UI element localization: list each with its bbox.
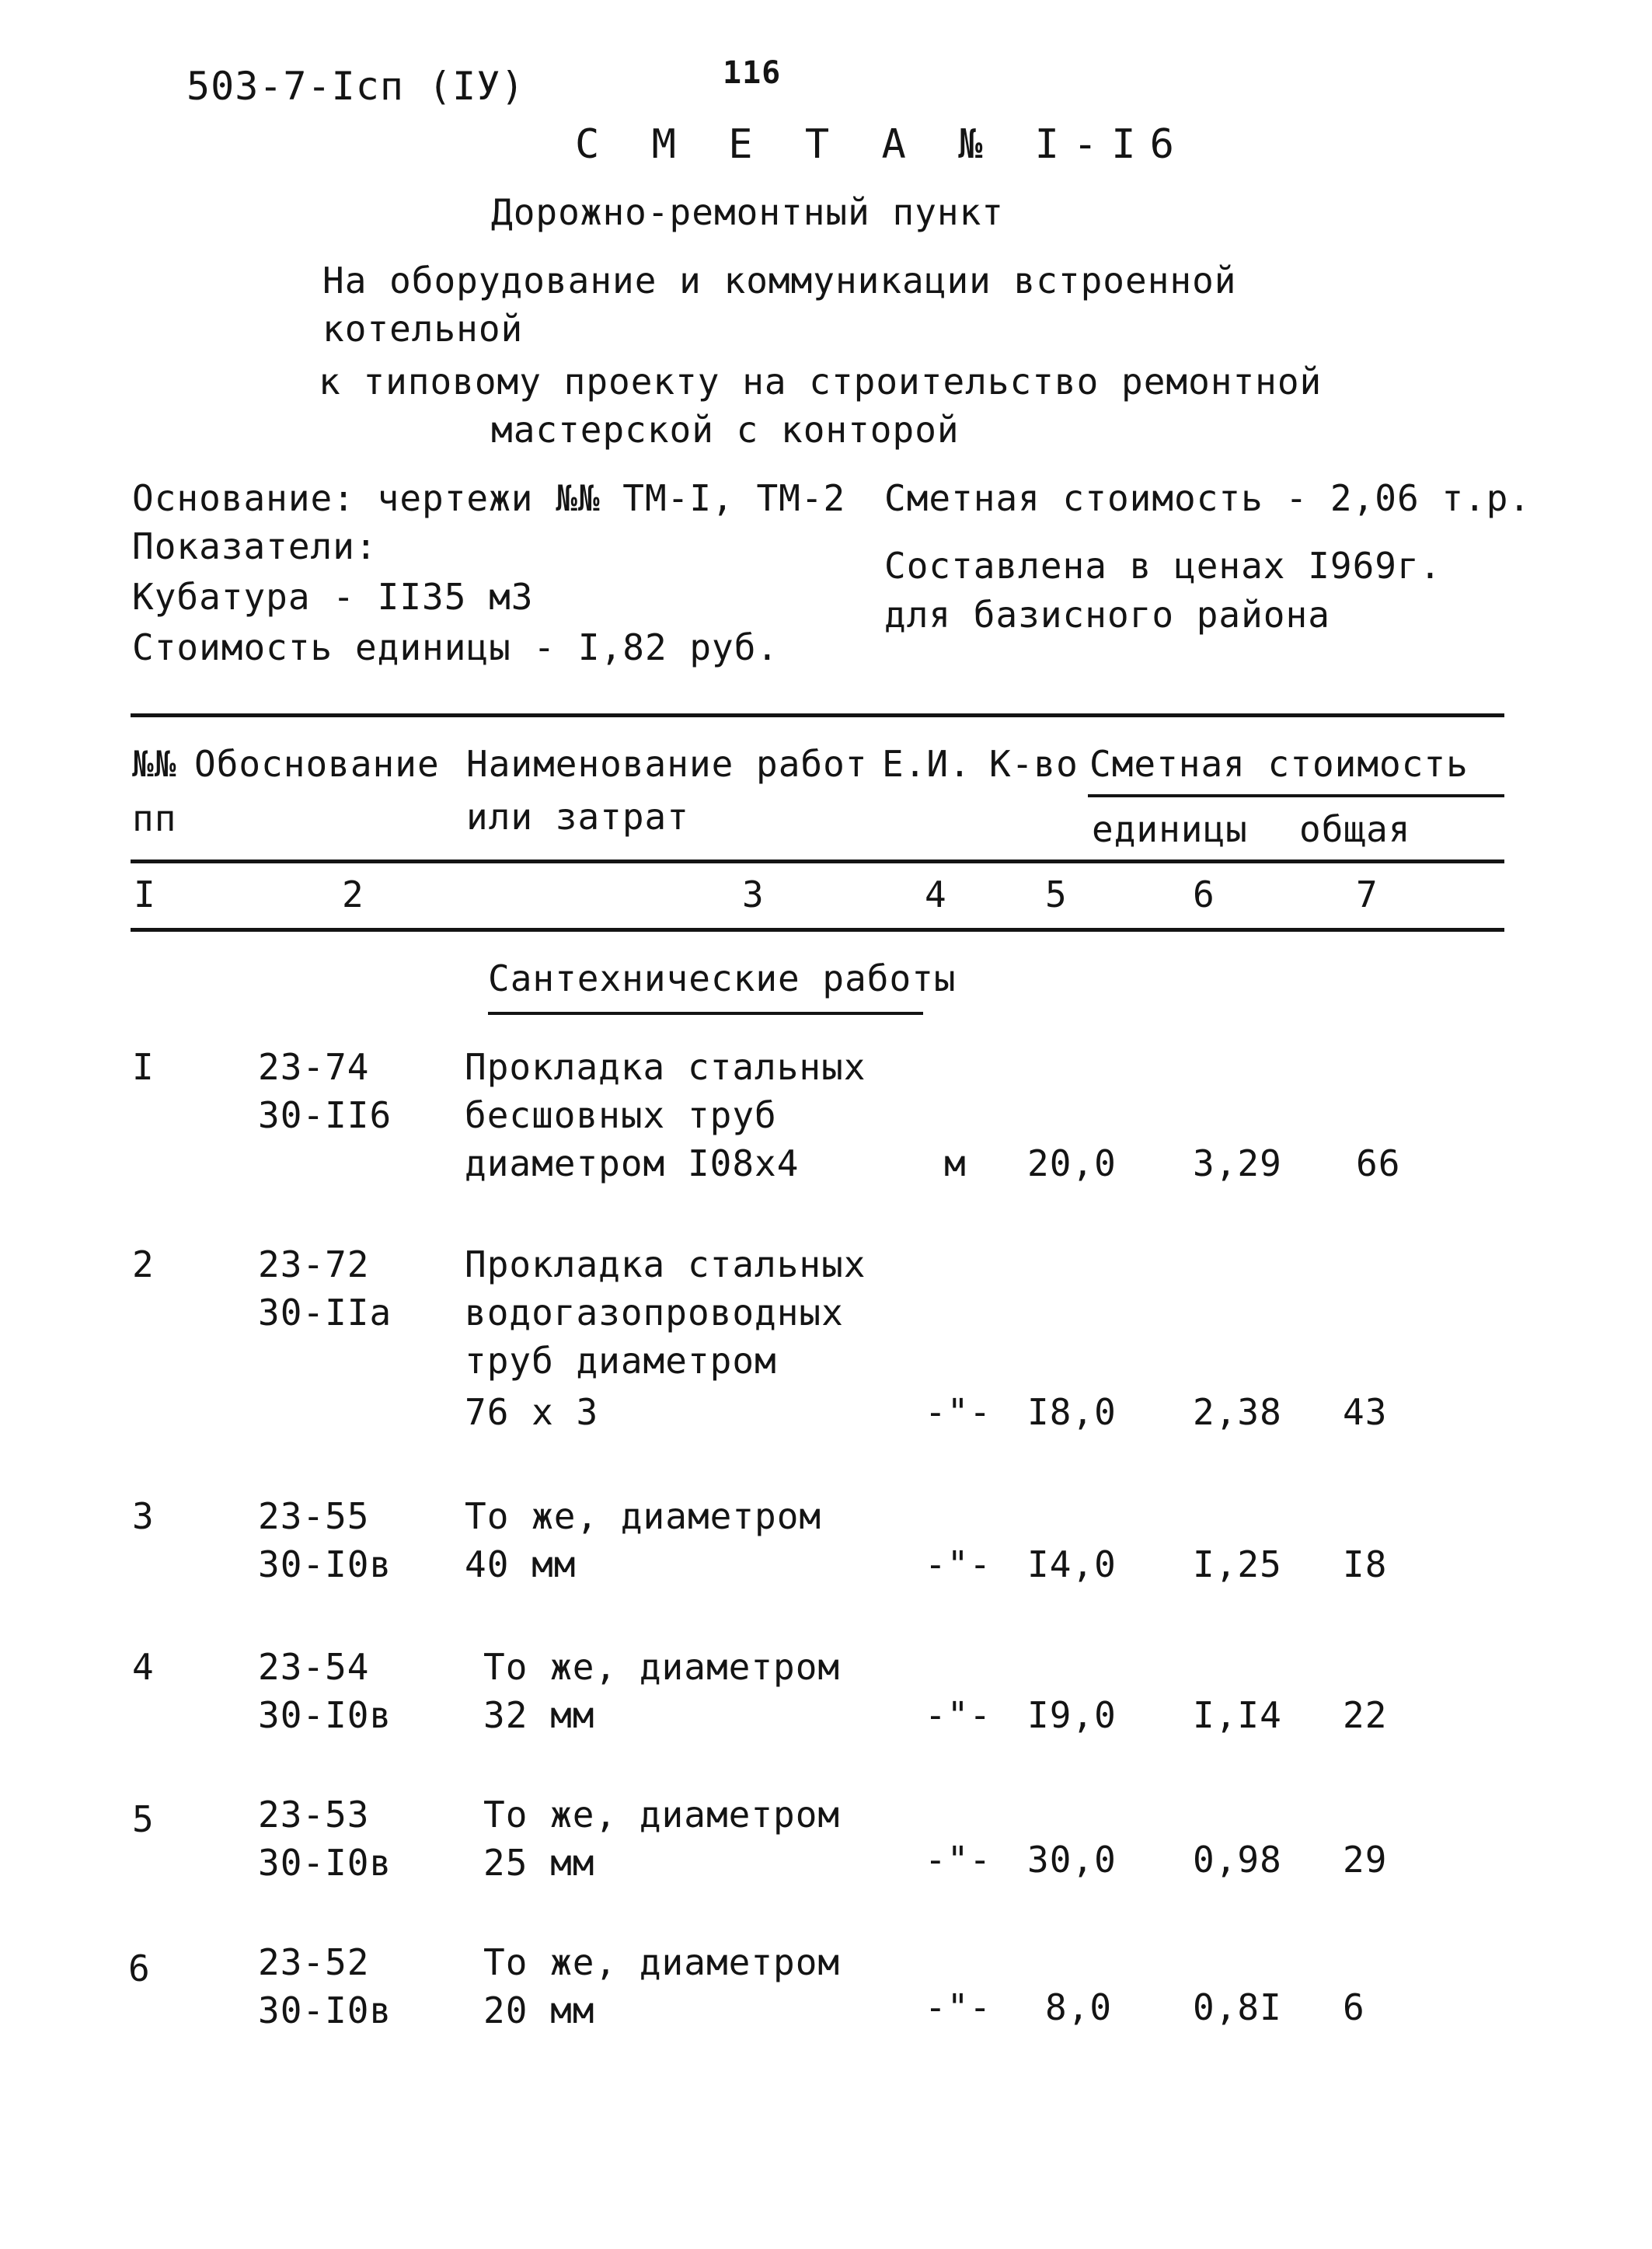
- row-num: 2: [132, 1243, 155, 1285]
- row-basis-1: 23-55: [258, 1495, 370, 1537]
- section-title-underline: [488, 1012, 923, 1015]
- row-name-3: диаметром I08х4: [465, 1142, 800, 1184]
- header-cost: Сметная стоимость: [1089, 743, 1469, 785]
- table-top-rule: [131, 713, 1504, 717]
- column-numbers-bottom-rule: [131, 928, 1504, 932]
- row-cost-total: 6: [1343, 1986, 1365, 2028]
- row-qty: 30,0: [1027, 1839, 1117, 1881]
- row-num: 5: [132, 1798, 155, 1840]
- row-unit: -"-: [925, 1543, 992, 1585]
- row-unit: -"-: [925, 1694, 992, 1736]
- row-qty: I4,0: [1027, 1543, 1117, 1585]
- unit-cost-line: Стоимость единицы - I,82 руб.: [132, 626, 779, 668]
- row-basis-1: 23-54: [258, 1646, 370, 1688]
- column-number-5: 5: [1045, 873, 1068, 915]
- row-cost-total: 29: [1343, 1839, 1388, 1881]
- row-cost-total: I8: [1343, 1543, 1388, 1585]
- section-title: Сантехнические работы: [488, 957, 957, 999]
- row-basis-1: 23-74: [258, 1046, 370, 1088]
- row-name-3: труб диаметром: [465, 1340, 777, 1382]
- row-num: 6: [128, 1947, 151, 1989]
- row-unit: -"-: [925, 1391, 992, 1433]
- row-qty: 8,0: [1045, 1986, 1113, 2028]
- description-line-4: мастерской с конторой: [491, 409, 960, 451]
- header-qty: К-во: [989, 743, 1079, 785]
- row-basis-2: 30-I0в: [258, 1694, 392, 1736]
- row-num: 4: [132, 1646, 155, 1688]
- column-number-2: 2: [342, 873, 364, 915]
- row-qty: I8,0: [1027, 1391, 1117, 1433]
- prices-year: Составлена в ценах I969г.: [884, 545, 1442, 587]
- row-num: 3: [132, 1495, 155, 1537]
- row-basis-1: 23-53: [258, 1794, 370, 1836]
- header-name-2: или затрат: [466, 796, 689, 838]
- column-number-4: 4: [925, 873, 947, 915]
- row-name-1: То же, диаметром: [483, 1794, 841, 1836]
- row-name-1: То же, диаметром: [483, 1941, 841, 1983]
- row-unit: -"-: [925, 1839, 992, 1881]
- row-cost-unit: I,I4: [1193, 1694, 1282, 1736]
- page-number: 116: [723, 55, 782, 91]
- row-basis-2: 30-I0в: [258, 1543, 392, 1585]
- row-name-2: 20 мм: [483, 1989, 595, 2031]
- row-basis-2: 30-I0в: [258, 1842, 392, 1884]
- row-cost-unit: 0,98: [1193, 1839, 1282, 1881]
- row-cost-unit: 3,29: [1193, 1142, 1282, 1184]
- row-basis-2: 30-I0в: [258, 1989, 392, 2031]
- page-title: С М Е Т А № I-I6: [575, 121, 1188, 168]
- row-name-2: 40 мм: [465, 1543, 577, 1585]
- row-cost-total: 22: [1343, 1694, 1388, 1736]
- row-cost-unit: I,25: [1193, 1543, 1282, 1585]
- row-name-2: водогазопроводных: [465, 1292, 844, 1334]
- row-basis-2: 30-IIа: [258, 1292, 392, 1334]
- description-line-2: котельной: [322, 308, 524, 350]
- header-bottom-rule: [131, 860, 1504, 863]
- indicators-label: Показатели:: [132, 525, 378, 567]
- row-cost-unit: 2,38: [1193, 1391, 1282, 1433]
- row-name-1: Прокладка стальных: [465, 1046, 866, 1088]
- row-num: I: [132, 1046, 155, 1088]
- header-num: №№: [132, 743, 177, 785]
- column-number-7: 7: [1356, 873, 1378, 915]
- row-name-2: 32 мм: [483, 1694, 595, 1736]
- row-unit: -"-: [925, 1986, 992, 2028]
- description-line-1: На оборудование и коммуникации встроенной: [322, 260, 1237, 302]
- row-qty: 20,0: [1027, 1142, 1117, 1184]
- basis-line: Основание: чертежи №№ ТМ-I, ТМ-2: [132, 477, 846, 519]
- row-basis-1: 23-52: [258, 1941, 370, 1983]
- row-qty: I9,0: [1027, 1694, 1117, 1736]
- row-basis-2: 30-II6: [258, 1094, 392, 1136]
- column-number-1: I: [134, 873, 156, 915]
- row-name-1: Прокладка стальных: [465, 1243, 866, 1285]
- description-line-3: к типовому проекту на строительство ремонтной: [319, 361, 1323, 403]
- row-name-1: То же, диаметром: [483, 1646, 841, 1688]
- row-cost-unit: 0,8I: [1193, 1986, 1282, 2028]
- row-name-2: 25 мм: [483, 1842, 595, 1884]
- volume-line: Кубатура - II35 м3: [132, 576, 534, 618]
- column-number-3: 3: [742, 873, 765, 915]
- column-number-6: 6: [1193, 873, 1215, 915]
- row-name-4: 76 х 3: [465, 1391, 599, 1433]
- row-name-1: То же, диаметром: [465, 1495, 822, 1537]
- estimated-cost: Сметная стоимость - 2,06 т.р.: [884, 477, 1532, 519]
- header-basis: Обоснование: [194, 743, 440, 785]
- subtitle: Дорожно-ремонтный пункт: [491, 191, 1004, 233]
- header-cost-unit: единицы: [1092, 808, 1248, 850]
- header-name: Наименование работ: [466, 743, 868, 785]
- cost-subheader-rule: [1088, 794, 1504, 797]
- doc-code: 503-7-Iсп (IУ): [186, 64, 525, 109]
- header-num-2: пп: [132, 797, 177, 839]
- row-unit: м: [944, 1142, 967, 1184]
- header-cost-total: общая: [1299, 808, 1411, 850]
- row-cost-total: 66: [1356, 1142, 1401, 1184]
- header-unit: Е.И.: [882, 743, 971, 785]
- row-basis-1: 23-72: [258, 1243, 370, 1285]
- row-name-2: бесшовных труб: [465, 1094, 777, 1136]
- row-cost-total: 43: [1343, 1391, 1388, 1433]
- region-line: для базисного района: [884, 594, 1330, 636]
